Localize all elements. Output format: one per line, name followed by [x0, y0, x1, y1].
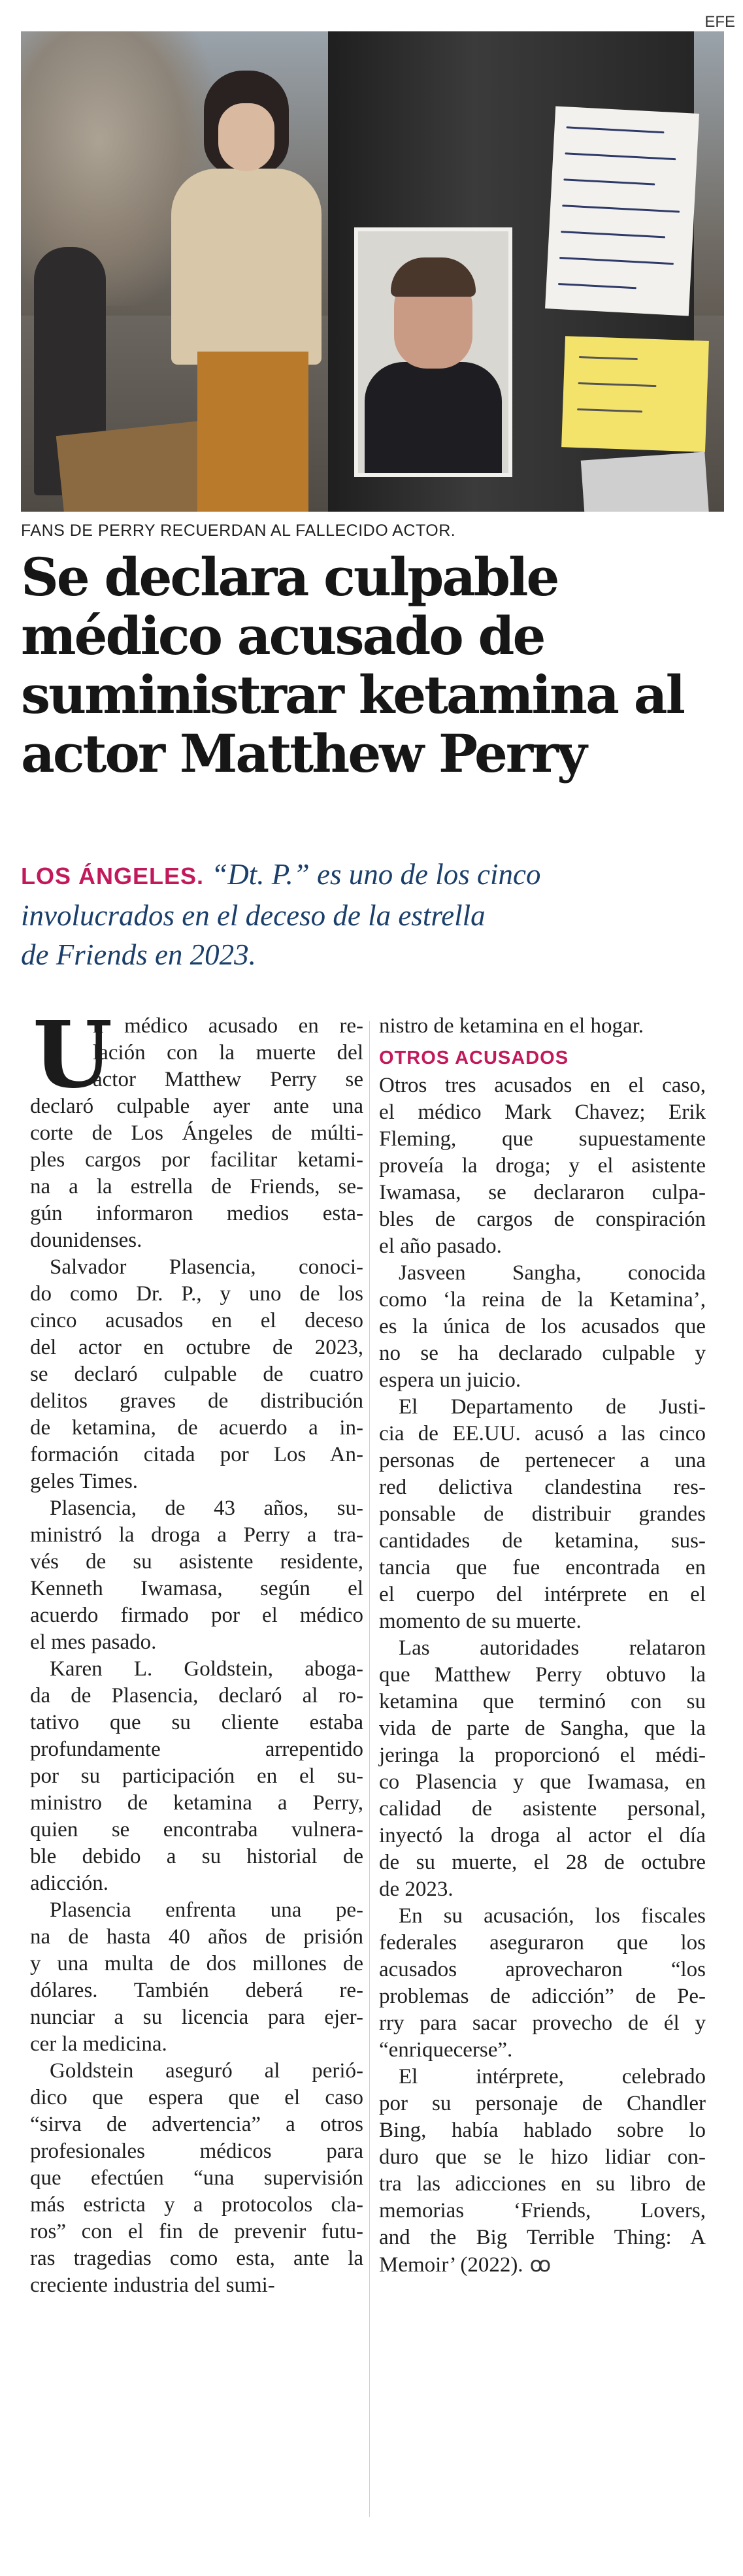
subheadline — [21, 855, 727, 974]
body-line: por su personaje de Chandler — [379, 2092, 706, 2115]
body-line: Goldstein aseguró al perió- — [50, 2059, 363, 2083]
body-line: dounidenses. — [30, 1229, 142, 1252]
body-line: federales aseguraron que los — [379, 1931, 706, 1955]
body-line: ras tragedias como esta, ante la — [30, 2247, 363, 2270]
body-line: que efectúen “una supervisión — [30, 2166, 363, 2190]
body-line: Salvador Plasencia, conoci- — [50, 1255, 363, 1279]
body-line: por su participación en el su- — [30, 1764, 363, 1788]
headline — [21, 548, 727, 783]
body-line: personas de pertenecer a una — [379, 1449, 706, 1472]
headline-line: médico acusado de — [21, 605, 544, 667]
dateline: LOS ÁNGELES. — [21, 863, 205, 889]
memorial-portrait — [354, 227, 512, 477]
body-line: dólares. También deberá re- — [30, 1979, 363, 2002]
body-line: acusados aprovecharon “los — [379, 1958, 706, 1981]
headline-line: Se declara culpable — [21, 546, 558, 608]
body-line: es la única de los acusados que — [379, 1315, 706, 1338]
body-line: de su muerte, el 28 de octubre — [379, 1851, 706, 1874]
body-line: cantidades de ketamina, sus- — [379, 1529, 706, 1553]
body-line: cer la medicina. — [30, 2032, 167, 2056]
body-line: inyectó la droga al actor el día — [379, 1824, 706, 1847]
body-line: tativo que su cliente estaba — [30, 1711, 363, 1734]
body-line: Plasencia enfrenta una pe- — [50, 1898, 363, 1922]
body-line: Bing, había hablado sobre lo — [379, 2119, 706, 2142]
body-line: na a la estrella de Friends, se- — [30, 1175, 363, 1198]
body-line: de 2023. — [379, 1877, 454, 1901]
body-line: declaró culpable ayer ante una — [30, 1095, 363, 1118]
body-line: de ketamina, de acuerdo a in- — [30, 1416, 363, 1440]
body-line: tancia que fue encontrada en — [379, 1556, 706, 1579]
article-column-right — [379, 1013, 706, 2279]
body-line: co Plasencia y que Iwamasa, en — [379, 1770, 706, 1794]
body-line: “sirva de advertencia” a otros — [30, 2113, 363, 2136]
body-line: el médico Mark Chavez; Erik — [379, 1100, 706, 1124]
body-line: acuerdo firmado por el médico — [30, 1604, 363, 1627]
body-line: delitos graves de distribución — [30, 1389, 363, 1413]
body-line: como ‘la reina de la Ketamina’, — [379, 1288, 706, 1312]
body-line: se declaró culpable de cuatro — [30, 1362, 363, 1386]
body-line: proveía la droga; y el asistente — [379, 1154, 706, 1178]
body-line: espera un juicio. — [379, 1368, 521, 1392]
body-line: calidad de asistente personal, — [379, 1797, 706, 1821]
drop-cap: U — [33, 1002, 113, 1109]
body-line: nunciar a su licencia para ejer- — [30, 2006, 363, 2029]
body-line: vida de parte de Sangha, que la — [379, 1717, 706, 1740]
body-line: Iwamasa, se declararon culpa- — [379, 1181, 706, 1204]
body-line: El intérprete, celebrado — [399, 2065, 706, 2089]
body-line: ros” con el fin de prevenir futu- — [30, 2220, 363, 2243]
end-of-article-mark: ꝏ — [529, 2253, 552, 2276]
body-line: geles Times. — [30, 1470, 139, 1493]
body-line: corte de Los Ángeles de múlti- — [30, 1121, 363, 1145]
body-line: más estricta y a protocolos cla- — [30, 2193, 363, 2217]
photo-caption: FANS DE PERRY RECUERDAN AL FALLECIDO ACTOR. — [21, 521, 456, 540]
body-line: el mes pasado. — [30, 1630, 157, 1654]
body-line: Karen L. Goldstein, aboga- — [50, 1657, 363, 1681]
body-line: creciente industria del sumi- — [30, 2273, 275, 2297]
body-line: problemas de adicción” de Pe- — [379, 1985, 706, 2008]
body-line: En su acusación, los fiscales — [399, 1904, 706, 1928]
body-line: n médico acusado en re- — [93, 1014, 363, 1038]
subhead-line: involucrados en el deceso de la estrella — [21, 899, 486, 932]
handwritten-note — [545, 106, 699, 316]
body-line: profesionales médicos para — [30, 2139, 363, 2163]
body-line: no se ha declarado culpable y — [379, 1342, 706, 1365]
body-line: quien se encontraba vulnera- — [30, 1818, 363, 1841]
body-line: nistro de ketamina en el hogar. — [379, 1014, 644, 1038]
body-line: vés de su asistente residente, — [30, 1550, 363, 1574]
body-line: bles de cargos de conspiración — [379, 1208, 706, 1231]
body-line: cia de EE.UU. acusó a las cinco — [379, 1422, 706, 1445]
body-line: El Departamento de Justi- — [399, 1395, 706, 1419]
body-line: Fleming, que supuestamente — [379, 1127, 706, 1151]
body-line: y una multa de dos millones de — [30, 1952, 363, 1975]
poster-fragment — [581, 452, 710, 512]
body-line: el cuerpo del intérprete en el — [379, 1583, 706, 1606]
body-line: rry para sacar provecho de él y — [379, 2011, 706, 2035]
body-line: Jasveen Sangha, conocida — [399, 1261, 706, 1285]
body-line: del actor en octubre de 2023, — [30, 1336, 363, 1359]
body-line: ministro de ketamina a Perry, — [30, 1791, 363, 1815]
body-line: ples cargos por facilitar ketami- — [30, 1148, 363, 1172]
body-line: formación citada por Los An- — [30, 1443, 363, 1466]
body-line: Kenneth Iwamasa, según el — [30, 1577, 363, 1600]
body-line: red delictiva clandestina res- — [379, 1476, 706, 1499]
body-line: profundamente arrepentido — [30, 1738, 363, 1761]
subhead-line: “Dt. P.” es uno de los cinco — [211, 858, 541, 891]
body-line: jeringa la proporcionó el médi- — [379, 1743, 706, 1767]
body-line: and the Big Terrible Thing: A — [379, 2226, 706, 2249]
column-divider — [369, 1021, 370, 2517]
body-line: “enriquecerse”. — [379, 2038, 513, 2062]
body-line: Memoir’ (2022). — [379, 2253, 523, 2277]
body-line: ketamina que terminó con su — [379, 1690, 706, 1713]
headline-line: actor Matthew Perry — [21, 723, 586, 784]
body-line: que Matthew Perry obtuvo la — [379, 1663, 706, 1687]
body-line: na de hasta 40 años de prisión — [30, 1925, 363, 1949]
section-heading: OTROS ACUSADOS — [379, 1048, 569, 1068]
body-line: Las autoridades relataron — [399, 1636, 706, 1660]
body-line: Otros tres acusados en el caso, — [379, 1074, 706, 1097]
body-line: actor Matthew Perry se — [93, 1068, 363, 1091]
body-line: ble debido a su historial de — [30, 1845, 363, 1868]
body-line: Plasencia, de 43 años, su- — [50, 1496, 363, 1520]
news-photo — [21, 31, 724, 512]
body-line: memorias ‘Friends, Lovers, — [379, 2199, 706, 2222]
body-line: adicción. — [30, 1872, 109, 1895]
body-line: el año pasado. — [379, 1234, 502, 1258]
fan-figure — [171, 169, 322, 365]
body-line: ministró la droga a Perry a tra- — [30, 1523, 363, 1547]
body-line: gún informaron medios esta- — [30, 1202, 363, 1225]
body-line: dico que espera que el caso — [30, 2086, 363, 2109]
body-line: cinco acusados en el deceso — [30, 1309, 363, 1332]
body-line: ponsable de distribuir grandes — [379, 1502, 706, 1526]
body-line: lación con la muerte del — [93, 1041, 363, 1065]
sticky-note — [561, 336, 709, 452]
body-line: da de Plasencia, declaró al ro- — [30, 1684, 363, 1708]
subhead-line: de Friends en 2023. — [21, 938, 256, 971]
headline-line: suministrar ketamina al — [21, 664, 684, 725]
body-line: momento de su muerte. — [379, 1610, 582, 1633]
body-line: duro que se le hizo lidiar con- — [379, 2145, 706, 2169]
body-line: do como Dr. P., y uno de los — [30, 1282, 363, 1306]
body-line: tra las adicciones en su libro de — [379, 2172, 706, 2196]
article-column-left — [30, 1002, 363, 2299]
photo-credit: EFE — [704, 13, 735, 31]
